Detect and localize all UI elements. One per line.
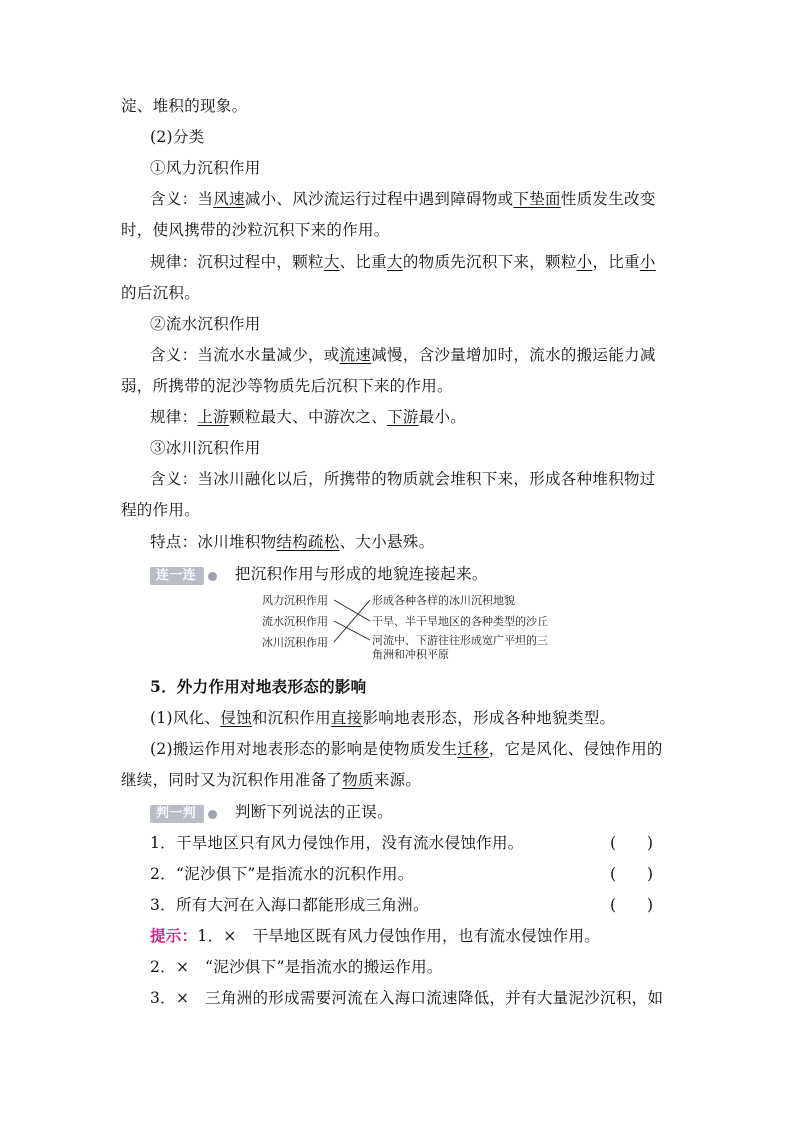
text-line: (2)搬运作用对地表形态的影响是使物质发生迁移，它是风化、侵蚀作用的: [150, 740, 663, 758]
answer-blank[interactable]: ( ): [610, 865, 654, 883]
question-3: 3．所有大河在入海口都能形成三角洲。: [150, 896, 429, 914]
lianyilian-badge: 连一连: [150, 567, 204, 585]
text-line: 含义：当风速减小、风沙流运行过程中遇到障碍物或下垫面性质发生改变: [150, 190, 656, 208]
panyipan-badge: 判一判: [150, 805, 204, 823]
diagram-right-1: 形成各种各样的冰川沉积地貌: [372, 594, 515, 607]
question-1: 1．干旱地区只有风力侵蚀作用，没有流水侵蚀作用。: [150, 834, 524, 852]
connector-line: [334, 621, 370, 640]
text-line: 淀、堆积的现象。: [121, 97, 248, 115]
text-line: 特点：冰川堆积物结构疏松、大小悬殊。: [150, 533, 435, 551]
text-line: 的后沉积。: [121, 284, 201, 302]
text-line: 弱，所携带的泥沙等物质先后沉积下来的作用。: [121, 377, 453, 395]
text-line: (1)风化、侵蚀和沉积作用直接影响地表形态，形成各种地貌类型。: [150, 709, 616, 727]
text-line: ③冰川沉积作用: [150, 439, 261, 457]
answer-blank[interactable]: ( ): [610, 834, 654, 852]
matching-diagram: [262, 592, 582, 660]
hint-line: 2．× “泥沙俱下”是指流水的搬运作用。: [150, 958, 443, 976]
text-line: 规律：上游颗粒最大、中游次之、下游最小。: [150, 408, 467, 426]
text-line: 时，使风携带的沙粒沉积下来的作用。: [121, 221, 390, 239]
diagram-left-3: 冰川沉积作用: [262, 636, 328, 649]
bullet-dot-icon: [208, 810, 217, 819]
diagram-right-2: 干旱、半干旱地区的各种类型的沙丘: [372, 615, 548, 628]
exercise-header: 连一连 把沉积作用与形成的地貌连接起来。: [150, 564, 488, 585]
text-line: ①风力沉积作用: [150, 159, 261, 177]
text-line: (2)分类: [150, 128, 205, 146]
question-2: 2．“泥沙俱下”是指流水的沉积作用。: [150, 865, 414, 883]
hint-line: 提示：1．× 干旱地区既有风力侵蚀作用，也有流水侵蚀作用。: [150, 926, 601, 945]
diagram-right-4: 角洲和冲积平原: [372, 648, 449, 660]
hint-label: 提示：: [150, 926, 198, 945]
text-line: 含义：当流水水量减少，或流速减慢，含沙量增加时，流水的搬运能力减: [150, 346, 656, 364]
text-line: 程的作用。: [121, 501, 201, 519]
text-line: 含义：当冰川融化以后，所携带的物质就会堆积下来，形成各种堆积物过: [150, 470, 656, 488]
connector-line: [334, 600, 370, 642]
bullet-dot-icon: [208, 572, 217, 581]
section-heading: 5．外力作用对地表形态的影响: [150, 677, 367, 696]
exercise-header: 判一判 判断下列说法的正误。: [150, 802, 393, 823]
text-line: 继续，同时又为沉积作用准备了物质来源。: [121, 771, 422, 789]
hint-line: 3．× 三角洲的形成需要河流在入海口流速降低，并有大量泥沙沉积，如: [150, 989, 664, 1007]
diagram-left-1: 风力沉积作用: [262, 594, 328, 607]
diagram-right-3: 河流中、下游往往形成宽广平坦的三: [372, 634, 548, 647]
text-line: ②流水沉积作用: [150, 315, 261, 333]
answer-blank[interactable]: ( ): [610, 896, 654, 914]
text-line: 规律：沉积过程中，颗粒大、比重大的物质先沉积下来，颗粒小，比重小: [150, 253, 656, 271]
connector-line: [334, 600, 370, 621]
diagram-left-2: 流水沉积作用: [262, 615, 328, 628]
